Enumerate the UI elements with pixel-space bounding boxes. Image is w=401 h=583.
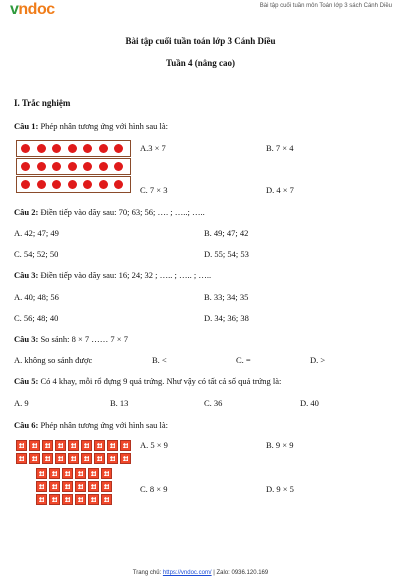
egg-dot — [21, 144, 30, 153]
dot-row — [16, 176, 131, 193]
question-text: Phép nhân tương ứng với hình sau là: — [40, 420, 168, 430]
egg-dot — [83, 180, 92, 189]
footer — [0, 570, 401, 576]
egg-dot — [37, 162, 46, 171]
egg-tray-cell — [120, 453, 131, 464]
egg-tray-cell — [81, 453, 92, 464]
option-a: A. 40; 48; 56 — [14, 292, 59, 302]
egg-tray-cell — [107, 440, 118, 451]
question-label: Câu 3: — [14, 334, 39, 344]
egg-tray-cell — [68, 440, 79, 451]
egg-dot — [114, 144, 123, 153]
option-b: B. 49; 47; 42 — [204, 228, 249, 238]
logo-text: vndoc — [10, 1, 55, 18]
option-b: B. 13 — [110, 398, 129, 408]
egg-dot — [21, 180, 30, 189]
egg-tray-cell — [29, 453, 40, 464]
egg-dot — [68, 144, 77, 153]
egg-tray-cell — [55, 440, 66, 451]
egg-tray-cell — [42, 440, 53, 451]
option-c: C. 7 × 3 — [140, 185, 168, 195]
dots-figure — [16, 140, 131, 196]
option-d: D. 9 × 5 — [266, 484, 294, 494]
question-6 — [14, 420, 168, 430]
egg-tray-cell — [62, 494, 73, 505]
egg-dot — [52, 180, 61, 189]
question-4 — [14, 334, 128, 344]
egg-tray-cell — [88, 468, 99, 479]
question-label: Câu 6: — [14, 420, 39, 430]
option-d: D. > — [310, 355, 326, 365]
option-d: D. 55; 54; 53 — [204, 249, 249, 259]
egg-tray-cell — [29, 440, 40, 451]
egg-tray-cell — [62, 468, 73, 479]
question-label: Câu 3: — [14, 270, 39, 280]
squares-figure — [16, 440, 141, 520]
option-b: B. 9 × 9 — [266, 440, 294, 450]
egg-tray-cell — [101, 494, 112, 505]
egg-tray-cell — [107, 453, 118, 464]
egg-tray-cell — [68, 453, 79, 464]
egg-tray-cell — [120, 440, 131, 451]
option-c: C. 8 × 9 — [140, 484, 168, 494]
egg-tray-cell — [49, 494, 60, 505]
egg-tray-cell — [75, 468, 86, 479]
egg-tray-cell — [81, 440, 92, 451]
egg-tray-cell — [55, 453, 66, 464]
option-a: A.3 × 7 — [140, 143, 166, 153]
question-text: Có 4 khay, mỗi rổ đựng 9 quả trứng. Như vậy có tất cả số quả trứng là: — [40, 376, 282, 386]
question-2 — [14, 207, 205, 217]
egg-dot — [99, 162, 108, 171]
footer-suffix: | Zalo: 0936.120.169 — [213, 570, 269, 576]
option-a: A. 9 — [14, 398, 29, 408]
question-1 — [14, 121, 168, 131]
egg-tray-cell — [16, 440, 27, 451]
egg-tray-cell — [36, 481, 47, 492]
egg-tray-cell — [101, 481, 112, 492]
page-title: Bài tập cuối tuần toán lớp 3 Cánh Diều — [125, 36, 276, 46]
question-5 — [14, 376, 281, 386]
egg-tray-cell — [42, 453, 53, 464]
question-text: Điền tiếp vào dãy sau: 16; 24; 32 ; ….. ; ….. ; ….. — [40, 270, 212, 280]
egg-tray-cell — [88, 494, 99, 505]
page-subtitle: Tuần 4 (nâng cao) — [166, 58, 235, 68]
option-d: D. 40 — [300, 398, 319, 408]
egg-tray-cell — [75, 481, 86, 492]
egg-tray-cell — [88, 481, 99, 492]
egg-tray-cell — [16, 453, 27, 464]
option-a: A. 42; 47; 49 — [14, 228, 59, 238]
egg-dot — [99, 144, 108, 153]
question-text: So sánh: 8 × 7 …… 7 × 7 — [40, 334, 128, 344]
egg-dot — [99, 180, 108, 189]
egg-dot — [37, 180, 46, 189]
option-c: C. 56; 48; 40 — [14, 313, 59, 323]
egg-dot — [83, 144, 92, 153]
egg-dot — [52, 144, 61, 153]
section-heading: I. Trắc nghiệm — [14, 98, 71, 108]
egg-dot — [114, 162, 123, 171]
egg-tray-cell — [94, 453, 105, 464]
question-label: Câu 2: — [14, 207, 39, 217]
vndoc-logo[interactable] — [10, 2, 55, 18]
egg-tray-cell — [49, 468, 60, 479]
egg-tray-cell — [94, 440, 105, 451]
egg-dot — [21, 162, 30, 171]
option-a: A. không so sánh được — [14, 355, 93, 365]
dot-row — [16, 158, 131, 175]
egg-dot — [37, 144, 46, 153]
egg-dot — [68, 162, 77, 171]
option-b: B. 33; 34; 35 — [204, 292, 249, 302]
egg-tray-cell — [36, 494, 47, 505]
egg-dot — [83, 162, 92, 171]
question-label: Câu 5: — [14, 376, 39, 386]
option-c: C. 36 — [204, 398, 223, 408]
egg-tray-cell — [101, 468, 112, 479]
egg-dot — [114, 180, 123, 189]
dot-row — [16, 140, 131, 157]
egg-tray-cell — [75, 494, 86, 505]
question-text: Điền tiếp vào dãy sau: 70; 63; 56; …. ; …..; ….. — [40, 207, 205, 217]
question-label: Câu 1: — [14, 121, 39, 131]
egg-tray-cell — [62, 481, 73, 492]
footer-link[interactable]: https://vndoc.com/ — [162, 570, 212, 576]
egg-tray-cell — [36, 468, 47, 479]
option-d: D. 34; 36; 38 — [204, 313, 249, 323]
egg-tray-cell — [49, 481, 60, 492]
option-b: B. < — [152, 355, 167, 365]
question-text: Phép nhân tương ứng với hình sau là: — [40, 121, 168, 131]
option-a: A. 5 × 9 — [140, 440, 168, 450]
egg-dot — [68, 180, 77, 189]
header-note: Bài tập cuối tuần môn Toán lớp 3 sách Cánh Diều — [259, 3, 392, 9]
question-3 — [14, 270, 211, 280]
option-c: C. 54; 52; 50 — [14, 249, 59, 259]
option-d: D. 4 × 7 — [266, 185, 294, 195]
egg-dot — [52, 162, 61, 171]
option-c: C. = — [236, 355, 251, 365]
option-b: B. 7 × 4 — [266, 143, 294, 153]
footer-prefix: Trang chủ: — [132, 570, 162, 576]
